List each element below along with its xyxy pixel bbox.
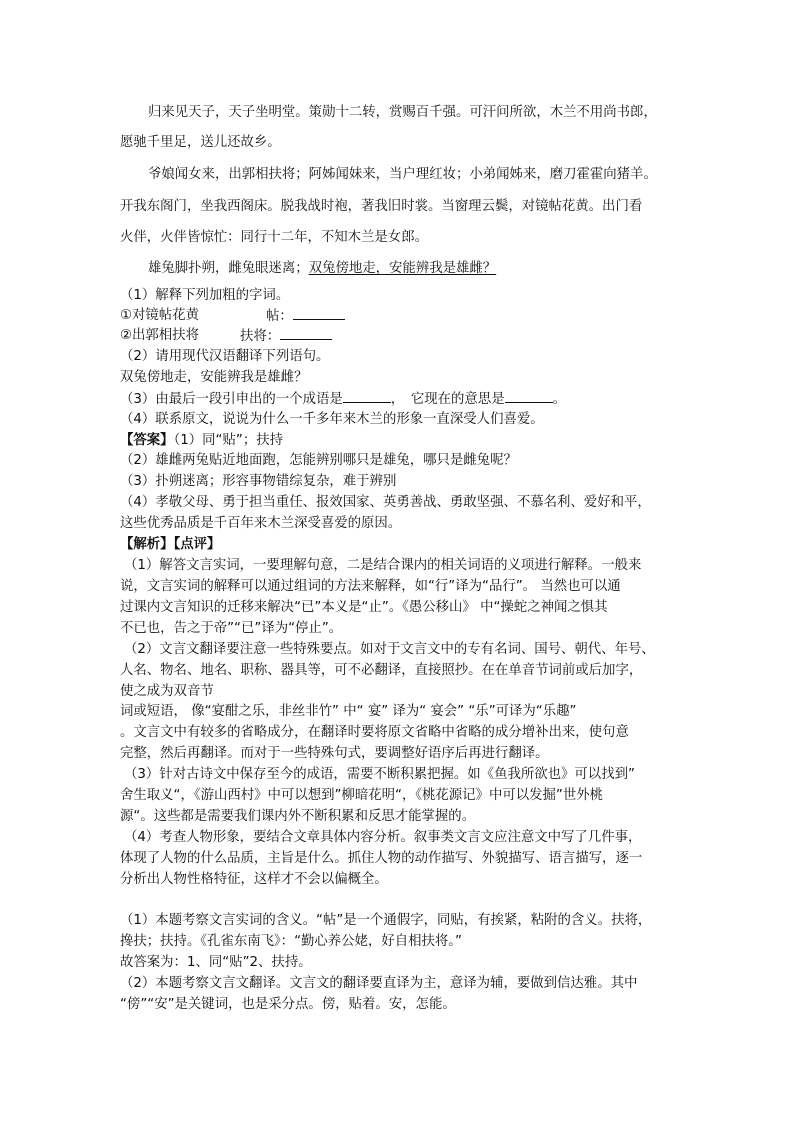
answer-blank — [293, 307, 345, 320]
answer-blank — [280, 327, 332, 340]
question-1a-text: ①对镜帖花黄 — [120, 308, 199, 323]
analysis-line: 。文言文中有较多的省略成分，在翻译时要将原文省略中省略的成分增补出来，使句意 — [120, 725, 629, 740]
analysis-line: 舍生取义“，《游山西村》中可以想到”柳暗花明“，《桃花源记》中可以发掘”世外桃 — [120, 788, 604, 803]
underlined-sentence: 双兔傍地走，安能辨我是雄雌？ — [308, 261, 497, 276]
extra-line: （1）本题考察文言实词的含义。“帖”是一个通假字，同贴，有挨紧，粘附的含义。扶将， — [120, 913, 652, 928]
analysis-line: 人名、物名、地名、职称、器具等，可不必翻译，直接照抄。在在单音节词前或后加字， — [120, 663, 643, 678]
answer-line: 【答案】（1）同“贴”；扶持 — [120, 433, 283, 448]
extra-line: “傍”“安”是关键词，也是采分点。傍，贴着。安，怎能。 — [120, 997, 456, 1012]
analysis-line: （3）针对古诗文中保存至今的成语，需要不断积累把握。如《鱼我所欲也》可以找到” — [124, 767, 635, 782]
answer-line: 这些优秀品质是千百年来木兰深受喜爱的原因。 — [120, 516, 402, 531]
poem-line: 愿驰千里足，送儿还故乡。 — [120, 135, 281, 150]
question-1b — [120, 327, 281, 345]
poem-line: 开我东阁门，坐我西阁床。脱我战时袍，著我旧时裳。当窗理云鬓，对镜帖花黄。出门看 — [120, 199, 643, 214]
poem-line: 爷娘闻女来，出郭相扶将；阿姊闻妹来，当户理红妆；小弟闻姊来，磨刀霍霍向猪羊。 — [148, 167, 657, 182]
poem-text: 雄兔脚扑朔，雌兔眼迷离； — [148, 261, 309, 276]
poem-line: 火伴，火伴皆惊忙：同行十二年，不知木兰是女郎。 — [120, 230, 428, 245]
extra-line: 搀扶；扶持。《孔雀东南飞》：“勤心养公姥，好自相扶将。” — [120, 934, 462, 949]
analysis-line: （4）考查人物形象，要结合文章具体内容分析。叙事类文言文应注意文中写了几件事， — [124, 830, 642, 845]
analysis-line: 不已也，告之于帝”“已”译为“停止”。 — [120, 621, 343, 636]
analysis-line: 词或短语， 像“宴酣之乐，非丝非竹” 中“ 宴” 译为“ 宴会” “乐”可译为“乐趣” — [120, 704, 577, 719]
analysis-line: 说，文言实词的解释可以通过组词的方法来解释，如“行”译为“品行”。 当然也可以通 — [120, 579, 621, 594]
question-2-sentence: 双兔傍地走，安能辨我是雄雌？ — [120, 370, 308, 385]
answer-blank — [343, 390, 391, 403]
poem-line: 归来见天子，天子坐明堂。策勋十二转，赏赐百千强。可汗问所欲，木兰不用尚书郎， — [148, 105, 657, 120]
analysis-label: 【解析】【点评】 — [120, 537, 221, 552]
analysis-line: 完整，然后再翻译。而对于一些特殊句式，要调整好语序后再进行翻译。 — [120, 746, 549, 761]
question-3: （3）由最后一段引申出的一个成语是 ， 它现在的意思是 。 — [120, 392, 566, 407]
analysis-line: 使之成为双音节 — [120, 684, 214, 699]
answer-line: （2）雄雌两兔贴近地面跑，怎能辨别哪只是雄兔，哪只是雌兔呢？ — [120, 453, 517, 468]
poem-line — [148, 260, 496, 278]
analysis-line: 分析出人物性格特征，这样才不会以偏概全。 — [120, 872, 388, 887]
analysis-line: （2）文言文翻译要注意一些特殊要点。如对于文言文中的专有名词、国号、朝代、年号、 — [124, 642, 655, 657]
question-1b-text: ②出郭相扶将 — [120, 328, 199, 343]
answer-line: （4）孝敬父母、勇于担当重任、报效国家、英勇善战、勇敢坚强、不慕名利、爱好和平， — [120, 495, 651, 510]
question-1a — [120, 307, 293, 325]
extra-line: 故答案为：1、同“贴”2、扶持。 — [120, 955, 312, 970]
question-2: （2）请用现代汉语翻译下列语句。 — [120, 349, 330, 364]
question-1: （1）解释下列加粗的字词。 — [120, 288, 290, 303]
analysis-line: 体现了人物的什么品质，主旨是什么。抓住人物的动作描写、外貌描写、语言描写，逐一 — [120, 851, 643, 866]
answer-label: 【答案】 — [120, 433, 174, 448]
question-1b-label: 扶将： — [240, 327, 332, 346]
question-1a-label: 帖： — [266, 307, 345, 326]
analysis-line: 源“。这些都是需要我们课内外不断积累和反思才能掌握的。 — [120, 809, 476, 824]
answer-blank — [505, 390, 553, 403]
analysis-line: （1）解答文言实词，一要理解句意，二是结合课内的相关词语的义项进行解释。一般来 — [124, 558, 642, 573]
extra-line: （2）本题考察文言文翻译。文言文的翻译要直译为主，意译为辅，要做到信达雅。其中 — [120, 976, 638, 991]
answer-line: （3）扑朔迷离；形容事物错综复杂，难于辨别 — [120, 474, 397, 489]
analysis-line: 过课内文言知识的迁移来解决“已”本义是“止”。《愚公移山》 中“操蛇之神闻之惧其 — [120, 600, 608, 615]
question-4: （4）联系原文，说说为什么一千多年来木兰的形象一直深受人们喜爱。 — [120, 412, 544, 427]
